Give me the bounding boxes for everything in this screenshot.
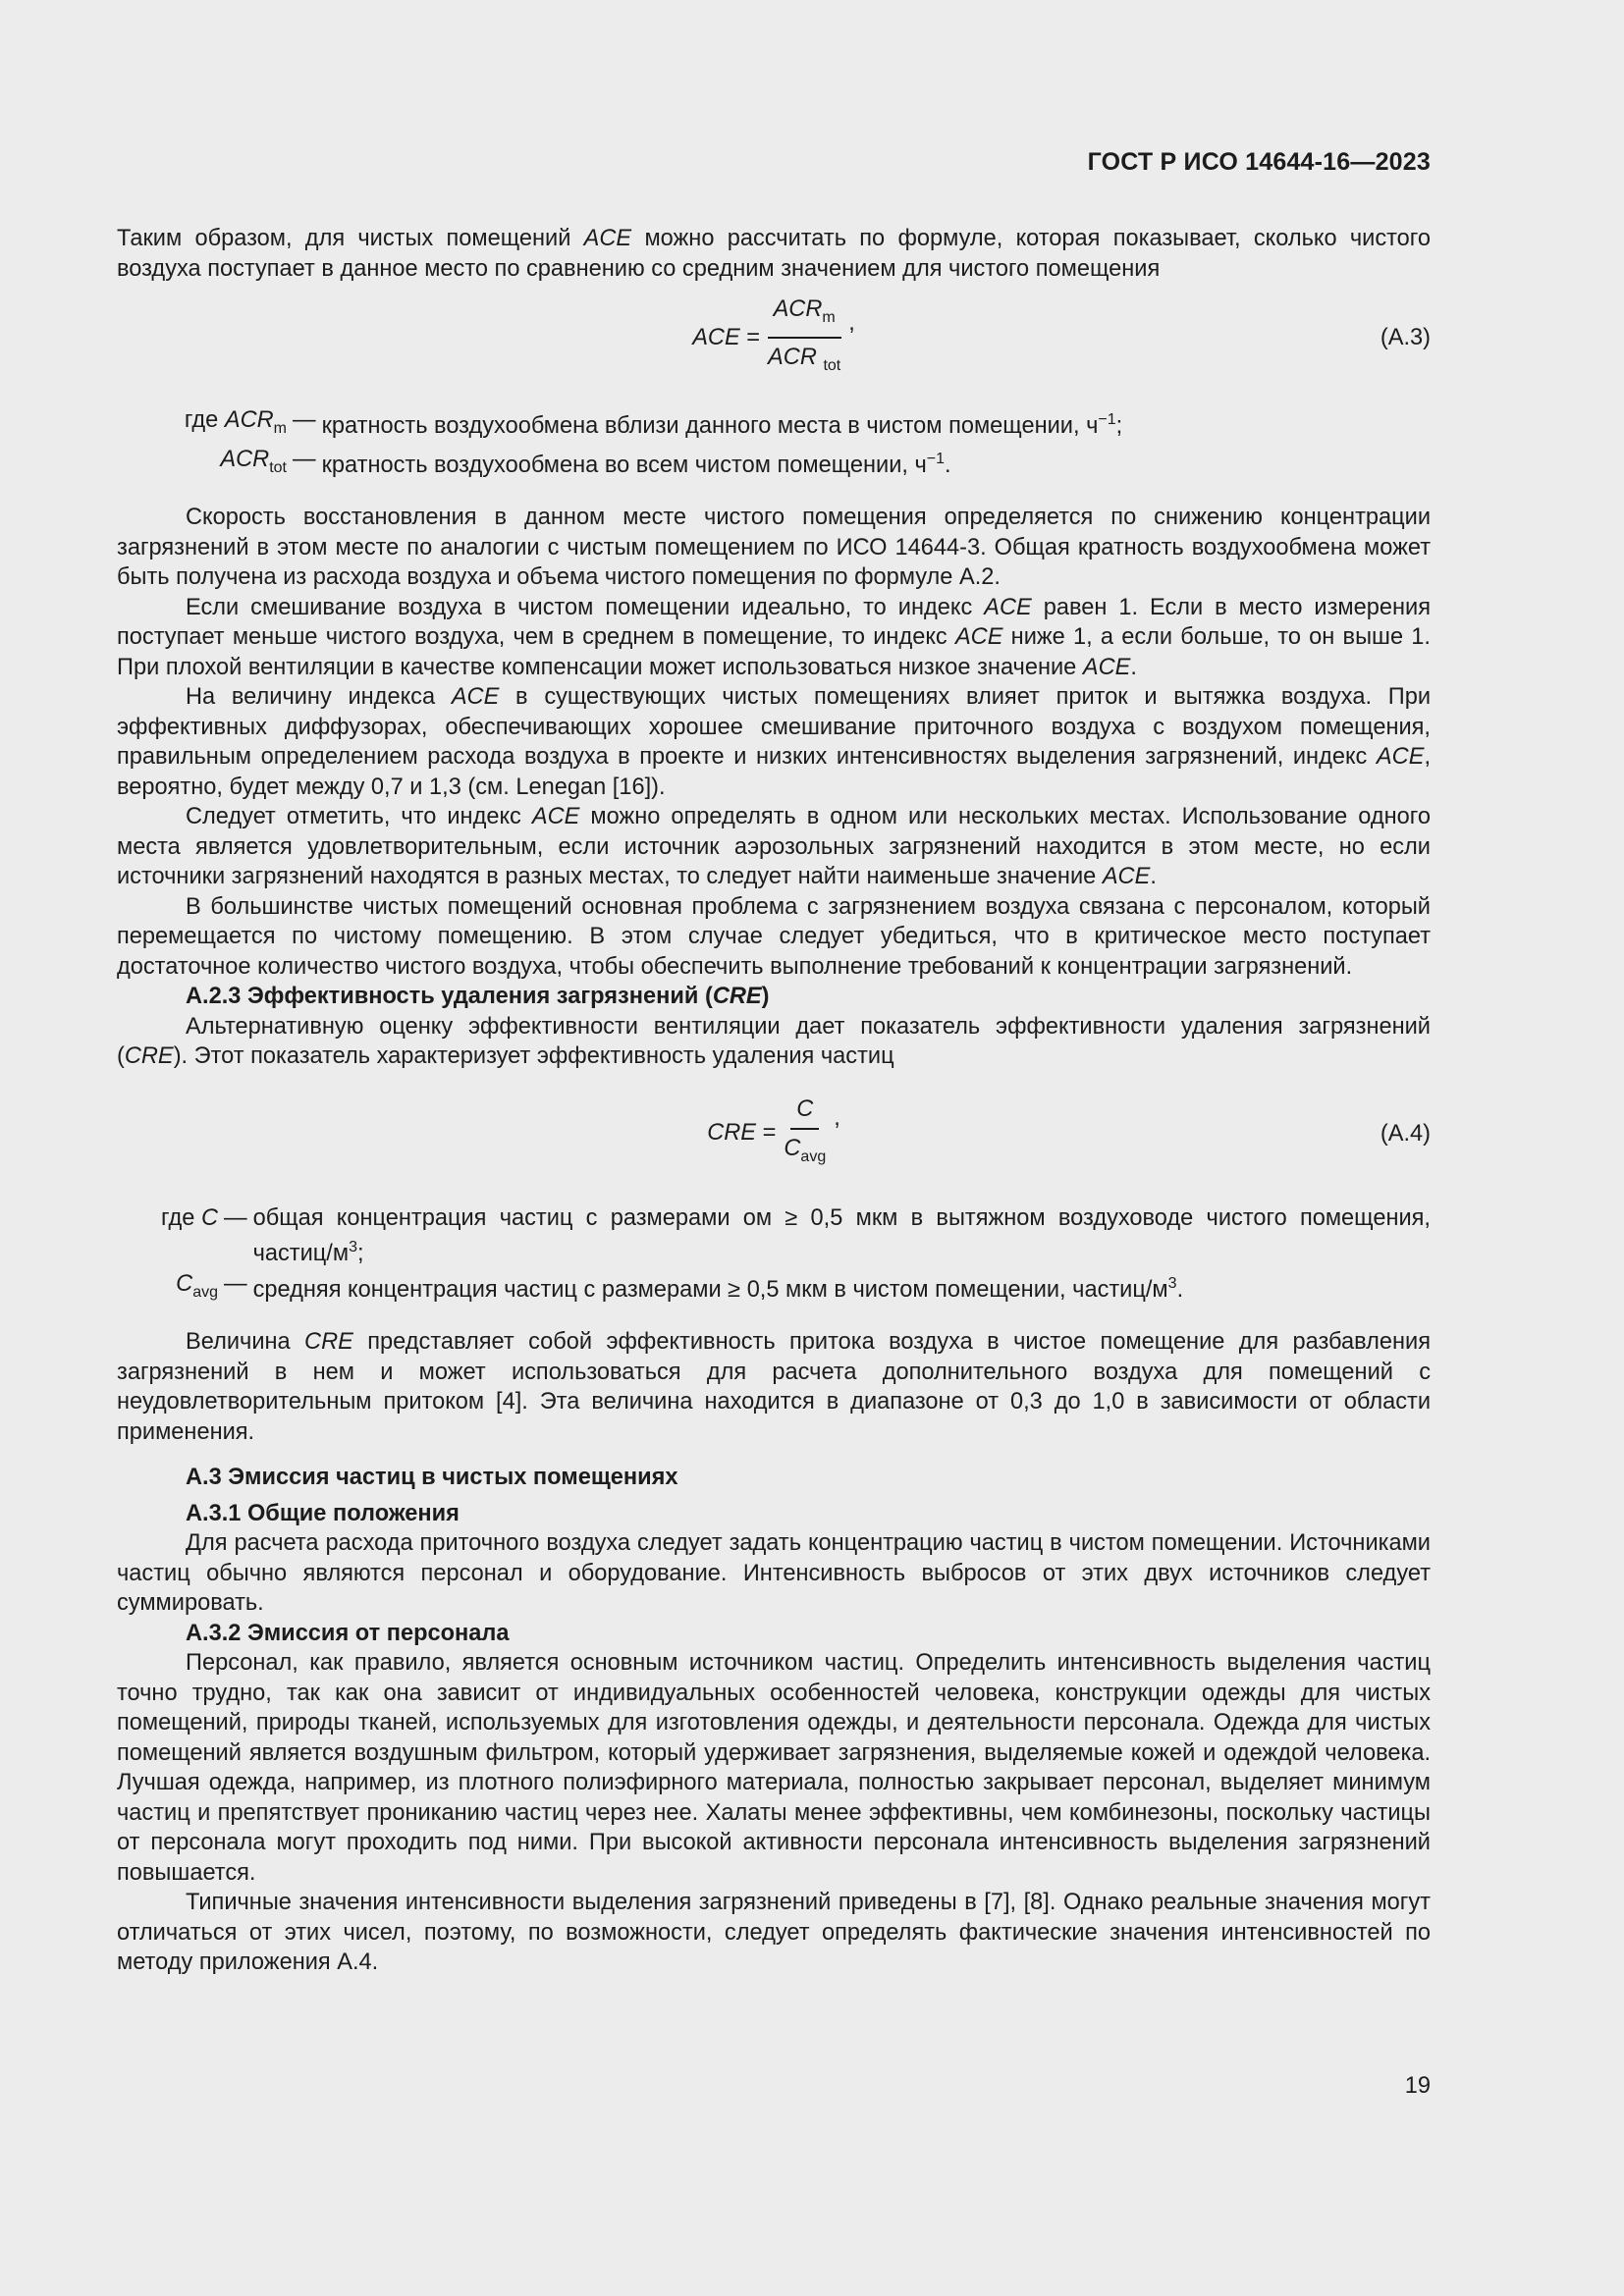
section-heading-a31: А.3.1 Общие положения: [186, 1500, 460, 1526]
section-heading-a32: А.3.2 Эмиссия от персонала: [186, 1620, 510, 1646]
formula-a4-eq: =: [762, 1120, 777, 1147]
def-a3-term: [117, 445, 287, 484]
def-a4-text-body: средняя концентрация частиц с размерами ≥ 0,5 мкм в чистом помещении, частиц/м: [252, 1276, 1168, 1303]
formula-a3-numerator: [768, 294, 841, 340]
body-paragraph: Скорость восстановления в данном месте чистого помещения определяется по снижению концентрации загрязнений в этом месте по аналогии с чистым помещением по ИСО 14644-3. Общая кратность воздухообмена может быть получена из расхода воздуха и объема чистого помещения по формуле А.2.: [117, 505, 1431, 590]
formula-a4-fraction: [778, 1095, 832, 1173]
def-a3-text-end: .: [945, 452, 951, 478]
formula-a3-expression: [117, 284, 1431, 392]
formula-a4-comma: ,: [834, 1105, 840, 1132]
def-a4-text: [253, 1203, 1431, 1269]
def-a4-text: [253, 1269, 1431, 1308]
def-a3-prefix: где: [184, 407, 225, 433]
defs-a3: [117, 405, 1431, 483]
body-paragraph: Альтернативную оценку эффективности вентиляции дает показатель эффективности удаления загрязнений (CRE). Этот показатель характеризует эффективность удаления частиц: [117, 1013, 1431, 1069]
def-a4-dash: —: [224, 1204, 247, 1231]
section-heading-a23: [117, 982, 1431, 1012]
heading-a23-close: ): [761, 984, 770, 1009]
def-a4-term: [117, 1203, 218, 1269]
def-a4-dash: —: [224, 1270, 247, 1297]
body-paragraph: Величина CRE представляет собой эффективность притока воздуха в чистое помещение для разбавления загрязнений в нем и может использоваться для расчета дополнительного воздуха для помещений с неудовлетворительным притоком [4]. Эта величина находится в диапазоне от 0,3 до 1,0 в зависимости от области применения.: [117, 1329, 1431, 1445]
def-a3-term-sub: tot: [269, 458, 287, 476]
body-paragraph: Типичные значения интенсивности выделения загрязнений приведены в [7], [8]. Однако реальные значения могут отличаться от этих чисел, поэтому, по возможности, следует определять фактические значения интенсивностей по методу приложения А.4.: [117, 1890, 1431, 1975]
def-a4-term-base: C: [176, 1270, 193, 1297]
heading-a23-text: А.2.3 Эффективность удаления загрязнений (: [186, 984, 713, 1009]
def-a3-term: [117, 405, 287, 445]
formula-a3-fraction: [762, 294, 846, 382]
body-paragraph: Следует отметить, что индекс ACE можно определять в одном или нескольких местах. Использование одного места является удовлетворительным, если источник аэрозольных загрязнений находится в этом месте, но если источники загрязнений находятся в разных местах, то следует найти наименьше значение ACE.: [117, 804, 1431, 889]
body-paragraph: Персонал, как правило, является основным источником частиц. Определить интенсивность выделения частиц точно трудно, так как она зависит от индивидуальных особенностей человека, конструкции одежды для чистых помещений, природы тканей, используемых для изготовления одежды, и деятельности персонала. Одежда для чистых помещений является воздушным фильтром, который удерживает загрязнения, выделяемые кожей и одеждой человека. Лучшая одежда, например, из плотного полиэфирного материала, полностью закрывает персонал, выделяет минимум частиц и препятствует прониканию частиц через нее. Халаты менее эффективны, чем комбинезоны, поскольку частицы от персонала могут проходить под ними. При высокой активности персонала интенсивность выделения загрязнений повышается.: [117, 1650, 1431, 1886]
formula-a4-den-base: C: [784, 1136, 801, 1161]
intro-paragraph: Таким образом, для чистых помещений ACE можно рассчитать по формуле, которая показывает, сколько чистого воздуха поступает в данное место по сравнению со средним значением для чистого помещения: [117, 226, 1431, 282]
def-a4-text-body: общая концентрация частиц с размерами ом ≥ 0,5 мкм в вытяжном воздуховоде чистого помещения, частиц/м: [252, 1204, 1431, 1266]
def-a3-text-sup: −1: [926, 450, 946, 467]
def-a3-term-sub: m: [273, 420, 287, 437]
def-a3-row: [117, 445, 1431, 484]
def-a3-text-body: кратность воздухообмена во всем чистом помещении, ч: [321, 452, 927, 478]
body-paragraph: На величину индекса ACE в существующих чистых помещениях влияет приток и вытяжка воздуха. При эффективных диффузорах, обеспечивающих хорошее смешивание приточного воздуха с воздухом помещения, правильным определением расхода воздуха в проекте и низких интенсивностях выделения загрязнений, индекс ACE, вероятно, будет между 0,7 и 1,3 (см. Lenegan [16]).: [117, 684, 1432, 800]
standard-header: ГОСТ Р ИСО 14644-16—2023: [1087, 148, 1431, 176]
defs-a4: [117, 1203, 1431, 1308]
def-a3-text-body: кратность воздухообмена вблизи данного места в чистом помещении, ч: [321, 413, 1099, 439]
def-a3-text: [322, 445, 1431, 484]
formula-a3-comma: ,: [848, 309, 855, 336]
formula-a4-numerator: C: [790, 1095, 819, 1131]
formula-a3: [117, 284, 1431, 392]
body-paragraph: Для расчета расхода приточного воздуха следует задать концентрацию частиц в чистом помещении. Источниками частиц обычно являются персонал и оборудование. Интенсивность выбросов от этих двух источников следует суммировать.: [117, 1530, 1431, 1616]
body-paragraph: В большинстве чистых помещений основная проблема с загрязнением воздуха связана с персоналом, который перемещается по чистому помещению. В этом случае следует убедиться, что в критическое место поступает достаточное количество чистого воздуха, чтобы обеспечить выполнение требований к концентрации загрязнений.: [117, 893, 1431, 980]
def-a4-row: [117, 1269, 1431, 1308]
def-a3-term-base: ACR: [224, 407, 274, 433]
formula-a3-lhs: ACE: [692, 324, 740, 350]
formula-a3-num-sub: m: [822, 308, 836, 326]
formula-a3-num-base: ACR: [773, 295, 823, 322]
formula-a4-denominator: [778, 1130, 832, 1173]
def-a4-text-sup: 3: [1167, 1274, 1177, 1292]
section-heading-a3: А.3 Эмиссия частиц в чистых помещениях: [186, 1465, 678, 1490]
def-a3-dash: —: [293, 407, 316, 433]
formula-a4-lhs: CRE: [707, 1120, 757, 1147]
def-a4-row: [117, 1203, 1431, 1269]
page-content: [117, 224, 1431, 1978]
heading-a23-abbr: CRE: [712, 984, 762, 1009]
page-number: 19: [1404, 2073, 1431, 2099]
formula-a3-den-sub: tot: [823, 357, 841, 374]
def-a3-text: [322, 405, 1431, 445]
def-a4-term: [117, 1269, 218, 1308]
formula-a4-expression: [117, 1080, 1431, 1188]
def-a4-prefix: где: [160, 1204, 201, 1231]
formula-a3-eq: =: [746, 324, 761, 350]
formula-a4-number: (A.4): [1380, 1120, 1431, 1147]
def-a3-row: [117, 405, 1431, 445]
def-a3-term-base: ACR: [220, 446, 270, 472]
def-a4-term-base: C: [200, 1204, 218, 1231]
def-a4-term-sub: avg: [192, 1283, 218, 1301]
formula-a3-den-base: ACR: [768, 345, 817, 370]
formula-a3-denominator: [762, 339, 846, 382]
formula-a3-number: (A.3): [1380, 325, 1431, 350]
def-a4-text-end: .: [1176, 1276, 1184, 1303]
formula-a4: [117, 1080, 1431, 1188]
def-a3-text-end: ;: [1115, 413, 1123, 439]
formula-a4-den-sub: avg: [800, 1148, 827, 1165]
def-a4-text-end: ;: [357, 1241, 364, 1266]
def-a3-text-sup: −1: [1098, 411, 1116, 428]
def-a4-text-sup: 3: [349, 1239, 357, 1255]
def-a3-dash: —: [293, 446, 316, 472]
body-paragraph: Если смешивание воздуха в чистом помещении идеально, то индекс ACE равен 1. Если в место измерения поступает меньше чистого воздуха, чем в среднем в помещение, то индекс ACE ниже 1, а если больше, то он выше 1. При плохой вентиляции в качестве компенсации может использоваться низкое значение ACE.: [117, 594, 1431, 680]
